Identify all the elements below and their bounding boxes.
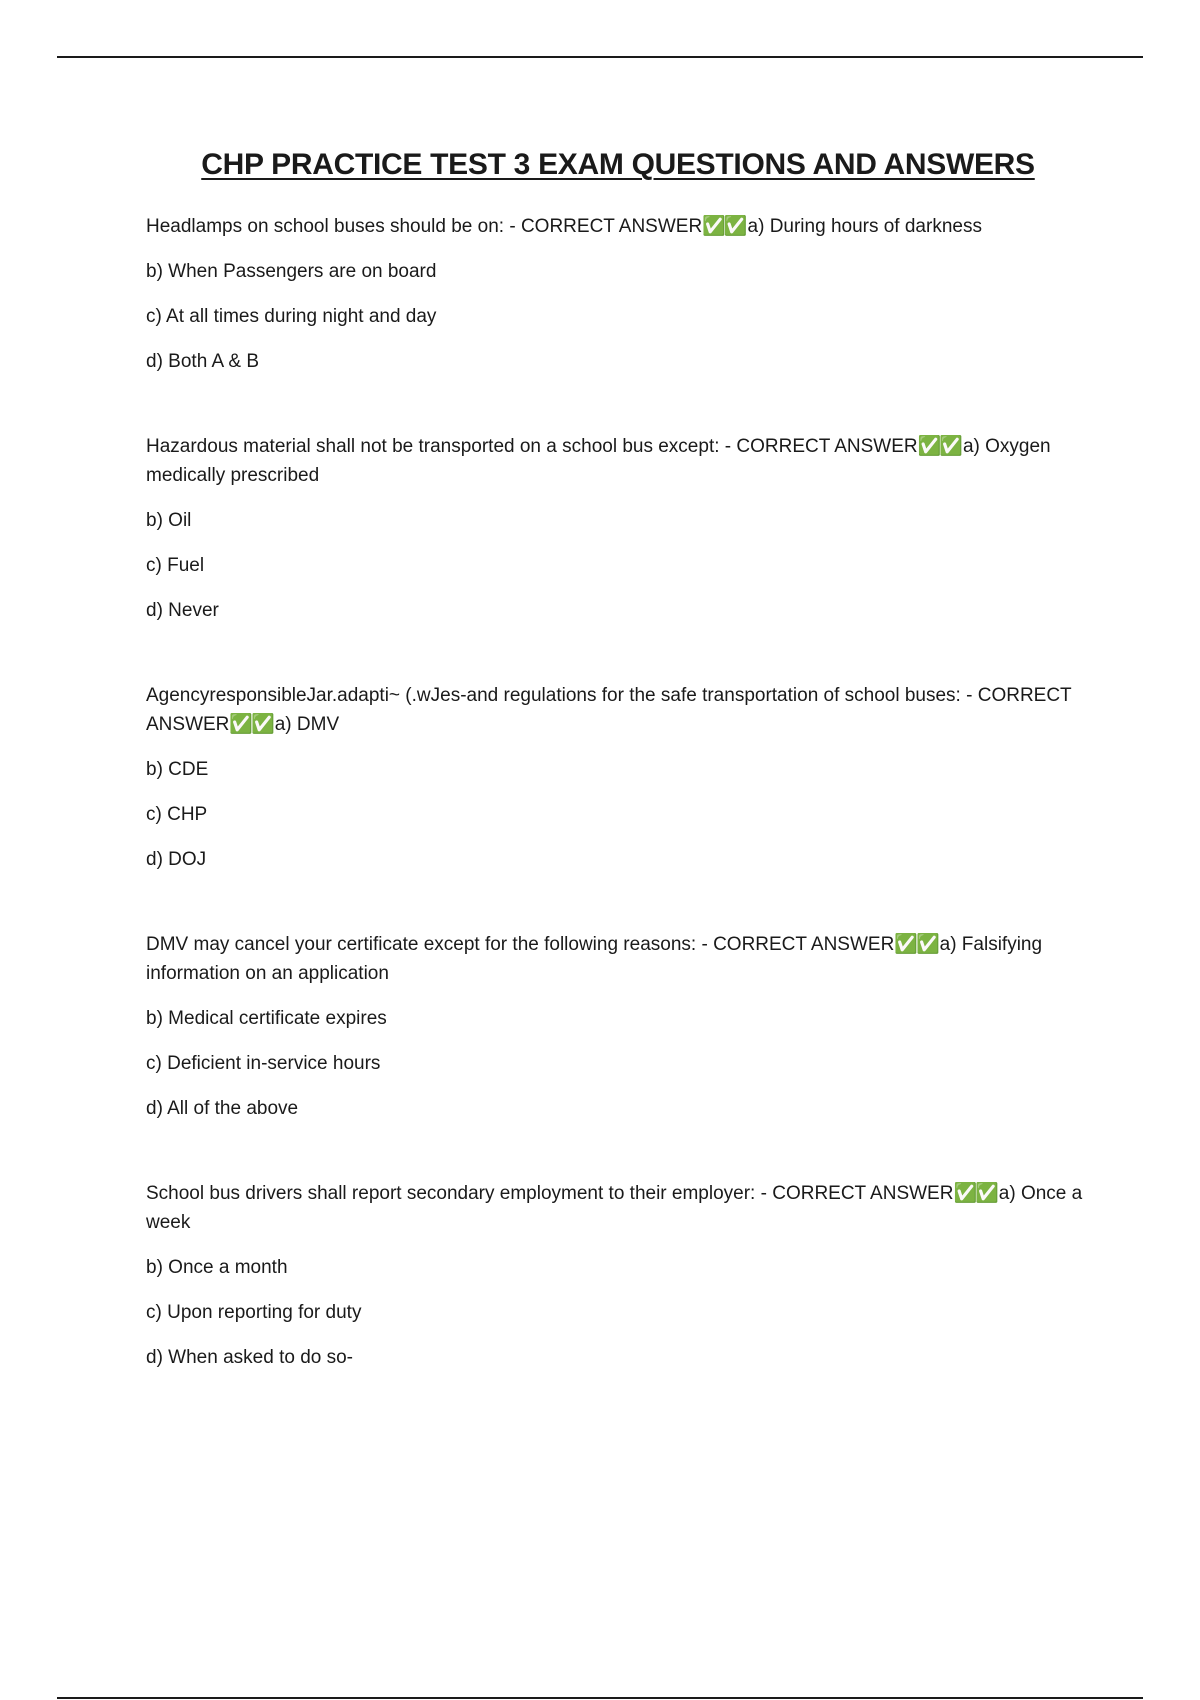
answer-option: c) Deficient in-service hours bbox=[146, 1053, 381, 1074]
question-prompt: AgencyresponsibleJar.adapti~ (.wJes-and regulations for the safe transportation of school buses: - CORRECT ANSWER bbox=[146, 685, 1072, 735]
question-text bbox=[146, 432, 1086, 490]
question-text bbox=[146, 930, 1086, 988]
correct-answer: a) During hours of darkness bbox=[747, 216, 982, 237]
question-prompt: School bus drivers shall report secondary employment to their employer: - CORRECT ANSWER bbox=[146, 1183, 954, 1204]
question-prompt: Headlamps on school buses should be on: - CORRECT ANSWER bbox=[146, 216, 703, 237]
question-text bbox=[146, 681, 1086, 739]
correct-answer: a) Once a week bbox=[146, 1183, 1083, 1233]
answer-option: c) Fuel bbox=[146, 555, 205, 576]
question-block bbox=[146, 1179, 1086, 1372]
correct-answer: a) DMV bbox=[274, 714, 340, 735]
answer-option: c) CHP bbox=[146, 804, 208, 825]
answer-option: d) All of the above bbox=[146, 1098, 299, 1119]
answer-option: b) When Passengers are on board bbox=[146, 261, 437, 282]
answer-option: b) Medical certificate expires bbox=[146, 1008, 387, 1029]
question-text bbox=[146, 1179, 1086, 1237]
answer-option: d) DOJ bbox=[146, 849, 207, 870]
check-mark-icon: ✅✅ bbox=[702, 216, 746, 237]
correct-answer: a) Falsifying information on an application bbox=[146, 934, 1043, 984]
document-title: CHP PRACTICE TEST 3 EXAM QUESTIONS AND ANSWERS bbox=[201, 148, 1035, 181]
header-rule bbox=[57, 56, 1143, 58]
answer-option: b) Once a month bbox=[146, 1257, 288, 1278]
answer-option: c) At all times during night and day bbox=[146, 306, 437, 327]
answer-option: b) Oil bbox=[146, 510, 192, 531]
answer-option: c) Upon reporting for duty bbox=[146, 1302, 362, 1323]
question-block bbox=[146, 212, 1086, 376]
footer-rule bbox=[57, 1697, 1143, 1699]
check-mark-icon: ✅✅ bbox=[894, 934, 938, 955]
question-text bbox=[146, 212, 1086, 241]
answer-option: b) CDE bbox=[146, 759, 209, 780]
question-prompt: Hazardous material shall not be transported on a school bus except: - CORRECT ANSWER bbox=[146, 436, 918, 457]
question-list bbox=[146, 212, 1086, 1428]
answer-option: d) When asked to do so- bbox=[146, 1347, 353, 1368]
check-mark-icon: ✅✅ bbox=[953, 1183, 997, 1204]
check-mark-icon: ✅✅ bbox=[229, 714, 273, 735]
question-prompt: DMV may cancel your certificate except for the following reasons: - CORRECT ANSWER bbox=[146, 934, 895, 955]
answer-option: d) Never bbox=[146, 600, 219, 621]
question-block bbox=[146, 432, 1086, 625]
correct-answer: a) Oxygen medically prescribed bbox=[146, 436, 1051, 486]
check-mark-icon: ✅✅ bbox=[917, 436, 961, 457]
question-block bbox=[146, 930, 1086, 1123]
answer-option: d) Both A & B bbox=[146, 351, 260, 372]
question-block bbox=[146, 681, 1086, 874]
